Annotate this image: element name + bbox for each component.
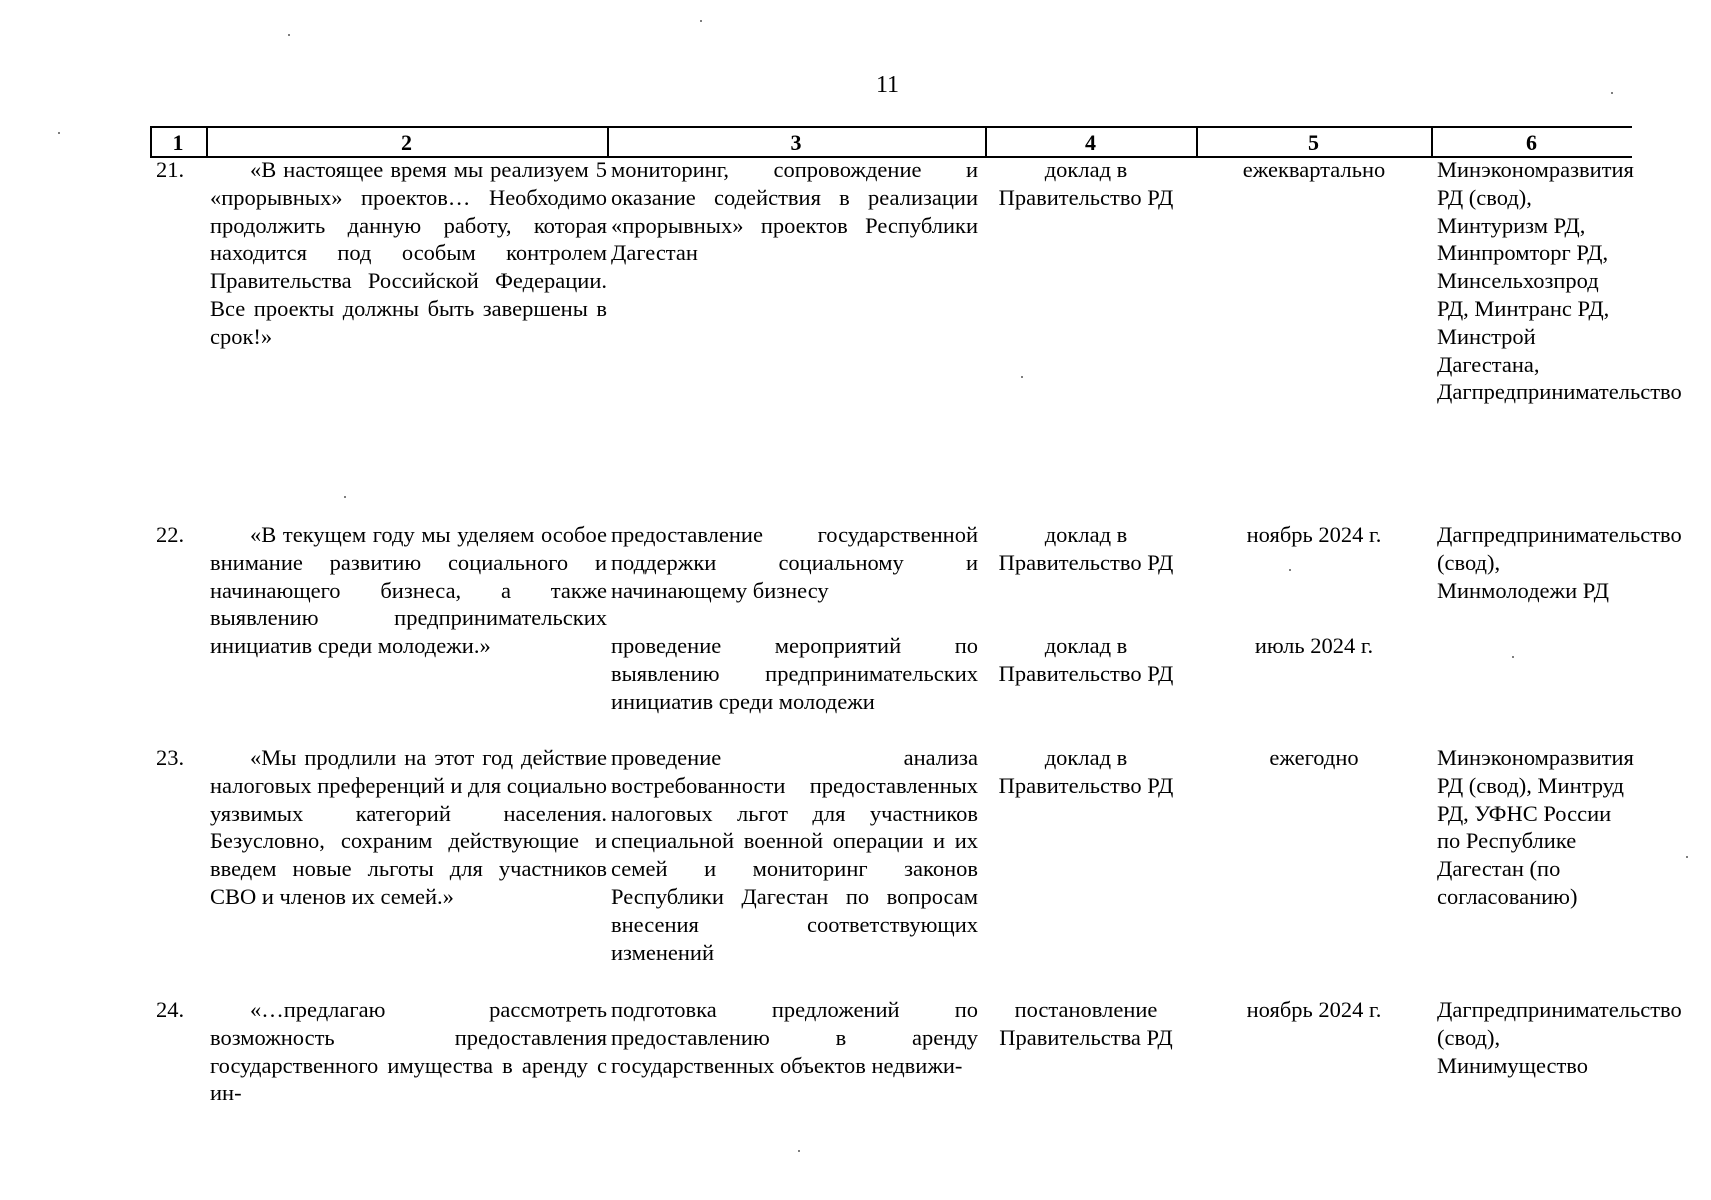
table-header xyxy=(150,126,1632,158)
measure-item: предоставление государственной поддержки социальному и начинающему бизнесу xyxy=(611,522,978,603)
report-form: доклад в Правительство РД xyxy=(998,157,1174,210)
deadline xyxy=(1202,521,1426,660)
col-header-2: 2 xyxy=(401,130,412,155)
measure-text xyxy=(611,521,978,716)
quote-text: «В настоящее время мы реализуем 5 «прорывных» проектов… Необходимо продолжить данную работу, которая находится под особым контролем Правительства Российской Федерации. Все проекты должны быть завершены в срок!» xyxy=(210,157,607,349)
col-header-3: 3 xyxy=(790,130,802,155)
scan-speck xyxy=(1611,92,1613,94)
responsible-text: Минэкономразвития РД (свод), Минтруд РД, УФНС России по Республике Дагестан (по согласованию) xyxy=(1437,745,1634,909)
deadline: ноябрь 2024 г. xyxy=(1246,997,1382,1022)
responsible-text: Дагпредпринимательство (свод), Минмолодежи РД xyxy=(1437,522,1682,603)
report-form-item: доклад в Правительство РД xyxy=(998,522,1174,575)
col-header-4: 4 xyxy=(1085,130,1096,155)
measure-text: подготовка предложений по предоставлению в аренду государственных объектов недвижи- xyxy=(611,997,978,1078)
measure-text: мониторинг, сопровождение и оказание содействия в реализации «прорывных» проектов Республики Дагестан xyxy=(611,157,978,266)
responsible-text: Дагпредпринимательство (свод), Минимущество xyxy=(1437,997,1682,1078)
scan-speck xyxy=(58,132,60,134)
deadline: ежеквартально xyxy=(1242,157,1386,182)
scan-speck xyxy=(1686,856,1688,858)
measures-table xyxy=(150,126,1682,1106)
quote-text: «Мы продлили на этот год действие налоговых преференций и для социально уязвимых категорий населения. Безусловно, сохраним действующие и введем новые льготы для участников СВО и членов их семей.» xyxy=(210,745,607,909)
report-form xyxy=(986,521,1186,688)
measure-text: проведение анализа востребованности предоставленных налоговых льгот для участников специальной военной операции и их семей и мониторинг законов Республики Дагестан по вопросам внесения соответствующих изменений xyxy=(611,745,978,965)
row-number: 24. xyxy=(156,997,185,1022)
page-number: 11 xyxy=(875,72,900,98)
scan-speck xyxy=(1512,656,1514,658)
col-header-6: 6 xyxy=(1526,130,1537,155)
deadline-item: ноябрь 2024 г. xyxy=(1246,522,1382,547)
row-number: 23. xyxy=(156,745,185,770)
scan-speck xyxy=(344,496,346,498)
quote-text: «…предлагаю рассмотреть возможность предоставления государственного имущества в аренду с ин- xyxy=(210,997,607,1106)
col-header-1: 1 xyxy=(172,130,184,155)
quote-text: «В текущем году мы уделяем особое внимание развитию социального и начинающего бизнеса, а также выявлению предпринимательских инициатив среди молодежи.» xyxy=(210,522,607,659)
scan-speck xyxy=(798,1150,800,1152)
scan-speck xyxy=(1021,376,1023,378)
col-header-5: 5 xyxy=(1308,130,1319,155)
responsible-text: Минэкономразвития РД (свод), Минтуризм РД, Минпромторг РД, Минсельхозпрод РД, Минтранс РД, Минстрой Дагестана, Дагпредпринимательство xyxy=(1437,157,1682,405)
deadline-item: июль 2024 г. xyxy=(1254,633,1374,659)
row-number: 21. xyxy=(156,157,185,182)
report-form-item: доклад в Правительство РД xyxy=(998,633,1174,686)
scan-speck xyxy=(1289,569,1291,571)
scan-speck xyxy=(700,20,702,22)
row-number: 22. xyxy=(156,522,185,547)
report-form: доклад в Правительство РД xyxy=(998,745,1174,798)
measure-item: проведение мероприятий по выявлению предпринимательских инициатив среди молодежи xyxy=(611,633,978,714)
scan-speck xyxy=(288,34,290,36)
deadline: ежегодно xyxy=(1269,745,1359,770)
report-form: постановление Правительства РД xyxy=(999,997,1173,1050)
